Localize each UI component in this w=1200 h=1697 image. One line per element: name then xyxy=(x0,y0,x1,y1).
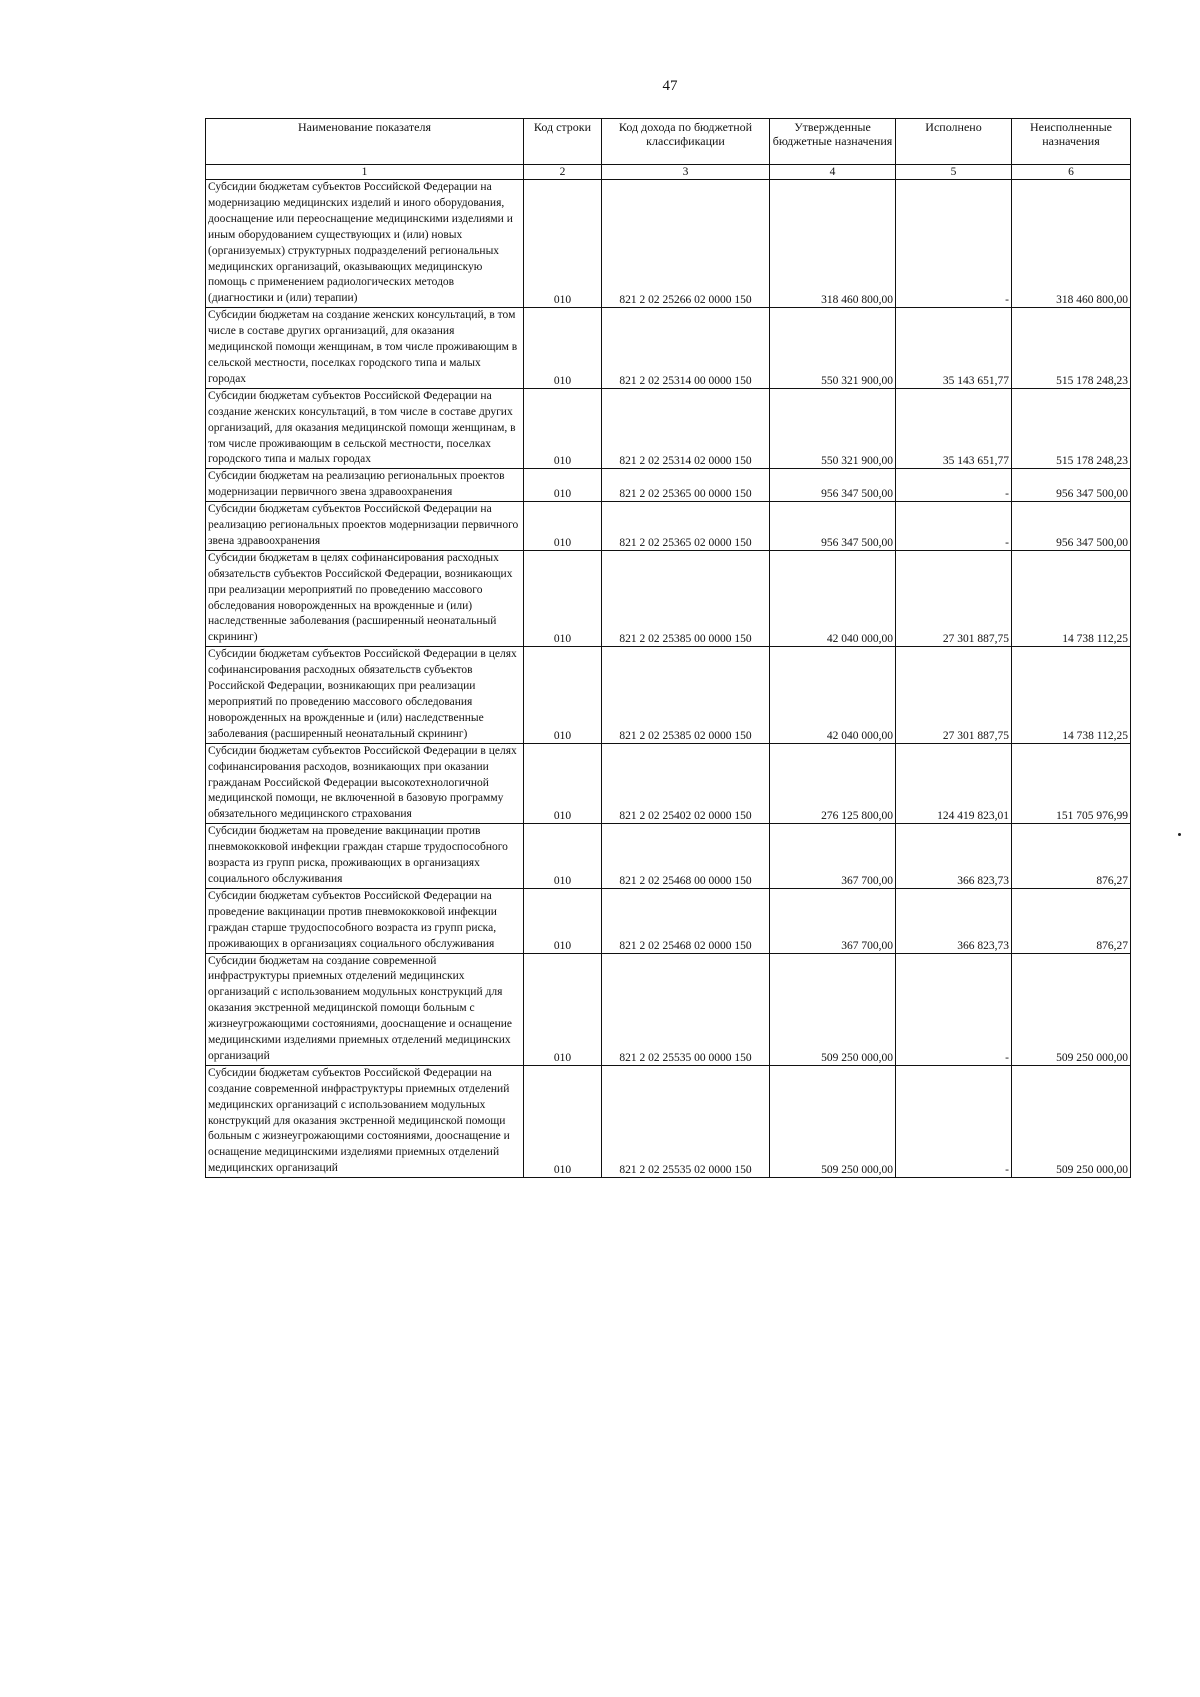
indicator-name: Субсидии бюджетам субъектов Российской Федерации на реализацию региональных проектов модернизации первичного звена здравоохранения xyxy=(206,502,524,551)
unexecuted-amount: 876,27 xyxy=(1012,824,1131,889)
executed-amount: - xyxy=(896,953,1012,1065)
header-executed: Исполнено xyxy=(896,119,1012,165)
approved-amount: 550 321 900,00 xyxy=(770,388,896,469)
budget-code: 821 2 02 25535 02 0000 150 xyxy=(602,1065,770,1177)
budget-code: 821 2 02 25385 02 0000 150 xyxy=(602,647,770,743)
approved-amount: 509 250 000,00 xyxy=(770,1065,896,1177)
page-number: 47 xyxy=(662,78,678,94)
executed-amount: - xyxy=(896,1065,1012,1177)
budget-code: 821 2 02 25365 02 0000 150 xyxy=(602,502,770,551)
approved-amount: 42 040 000,00 xyxy=(770,647,896,743)
unexecuted-amount: 14 738 112,25 xyxy=(1012,550,1131,646)
budget-code: 821 2 02 25266 02 0000 150 xyxy=(602,180,770,308)
approved-amount: 550 321 900,00 xyxy=(770,308,896,389)
unexecuted-amount: 509 250 000,00 xyxy=(1012,1065,1131,1177)
budget-code: 821 2 02 25314 00 0000 150 xyxy=(602,308,770,389)
indicator-name: Субсидии бюджетам субъектов Российской Федерации в целях софинансирования расходных обязательств субъектов Российской Федерации, возникающих при реализации мероприятий по проведению массового обследования новорожденных на врожденные и (или) наследственные заболевания (расширенный неонатальный скрининг) xyxy=(206,647,524,743)
unexecuted-amount: 151 705 976,99 xyxy=(1012,743,1131,824)
budget-code: 821 2 02 25535 00 0000 150 xyxy=(602,953,770,1065)
executed-amount: 27 301 887,75 xyxy=(896,647,1012,743)
table-row xyxy=(206,743,1131,824)
column-number: 3 xyxy=(602,165,770,180)
executed-amount: 124 419 823,01 xyxy=(896,743,1012,824)
line-code: 010 xyxy=(524,953,602,1065)
budget-code: 821 2 02 25365 00 0000 150 xyxy=(602,469,770,502)
table-row xyxy=(206,550,1131,646)
unexecuted-amount: 956 347 500,00 xyxy=(1012,469,1131,502)
line-code: 010 xyxy=(524,469,602,502)
approved-amount: 956 347 500,00 xyxy=(770,502,896,551)
executed-amount: 35 143 651,77 xyxy=(896,308,1012,389)
table-row xyxy=(206,888,1131,953)
indicator-name: Субсидии бюджетам на создание женских консультаций, в том числе в составе других организаций, для оказания медицинской помощи женщинам, в том числе проживающим в сельской местности, поселках городского типа и малых городах xyxy=(206,308,524,389)
header-budget-classification-code: Код дохода по бюджетной классификации xyxy=(602,119,770,165)
unexecuted-amount: 515 178 248,23 xyxy=(1012,308,1131,389)
executed-amount: 27 301 887,75 xyxy=(896,550,1012,646)
indicator-name: Субсидии бюджетам на создание современной инфраструктуры приемных отделений медицинских организаций с использованием модульных конструкций для оказания экстренной медицинской помощи больным с жизнеугрожающими состояниями, дооснащение и оснащение медицинскими изделиями приемных отделений медицинских организаций xyxy=(206,953,524,1065)
unexecuted-amount: 876,27 xyxy=(1012,888,1131,953)
indicator-name: Субсидии бюджетам субъектов Российской Федерации на создание современной инфраструктуры приемных отделений медицинских организаций с использованием модульных конструкций для оказания экстренной медицинской помощи больным с жизнеугрожающими состояниями, дооснащение и оснащение медицинскими изделиями приемных отделений медицинских организаций xyxy=(206,1065,524,1177)
indicator-name: Субсидии бюджетам субъектов Российской Федерации на модернизацию медицинских изделий и иного оборудования, дооснащение или переоснащение медицинскими изделиями и иным оборудованием существующих и (или) новых (организуемых) структурных подразделений региональных медицинских организаций, оказывающих медицинскую помощь с применением радиологических методов (диагностики и (или) терапии) xyxy=(206,180,524,308)
budget-execution-table xyxy=(205,118,1131,1178)
executed-amount: - xyxy=(896,180,1012,308)
header-approved: Утвержденные бюджетные назначения xyxy=(770,119,896,165)
line-code: 010 xyxy=(524,647,602,743)
column-number: 4 xyxy=(770,165,896,180)
scan-speck xyxy=(1178,833,1181,836)
budget-code: 821 2 02 25385 00 0000 150 xyxy=(602,550,770,646)
table-row xyxy=(206,953,1131,1065)
indicator-name: Субсидии бюджетам субъектов Российской Федерации в целях софинансирования расходов, возникающих при оказании гражданам Российской Федерации высокотехнологичной медицинской помощи, не включенной в базовую программу обязательного медицинского страхования xyxy=(206,743,524,824)
unexecuted-amount: 515 178 248,23 xyxy=(1012,388,1131,469)
executed-amount: 35 143 651,77 xyxy=(896,388,1012,469)
unexecuted-amount: 14 738 112,25 xyxy=(1012,647,1131,743)
line-code: 010 xyxy=(524,550,602,646)
executed-amount: 366 823,73 xyxy=(896,888,1012,953)
table-row xyxy=(206,469,1131,502)
table-row xyxy=(206,824,1131,889)
approved-amount: 318 460 800,00 xyxy=(770,180,896,308)
line-code: 010 xyxy=(524,743,602,824)
indicator-name: Субсидии бюджетам субъектов Российской Федерации на создание женских консультаций, в том числе в составе других организаций, для оказания медицинской помощи женщинам, в том числе проживающим в сельской местности, поселках городского типа и малых городах xyxy=(206,388,524,469)
header-line-code: Код строки xyxy=(524,119,602,165)
header-indicator-name: Наименование показателя xyxy=(206,119,524,165)
table-row xyxy=(206,647,1131,743)
executed-amount: - xyxy=(896,469,1012,502)
executed-amount: - xyxy=(896,502,1012,551)
indicator-name: Субсидии бюджетам на реализацию региональных проектов модернизации первичного звена здравоохранения xyxy=(206,469,524,502)
approved-amount: 367 700,00 xyxy=(770,824,896,889)
table-row xyxy=(206,180,1131,308)
approved-amount: 956 347 500,00 xyxy=(770,469,896,502)
table-row xyxy=(206,308,1131,389)
indicator-name: Субсидии бюджетам на проведение вакцинации против пневмококковой инфекции граждан старше трудоспособного возраста из групп риска, проживающих в организациях социального обслуживания xyxy=(206,824,524,889)
table-row xyxy=(206,1065,1131,1177)
unexecuted-amount: 509 250 000,00 xyxy=(1012,953,1131,1065)
line-code: 010 xyxy=(524,388,602,469)
column-number: 5 xyxy=(896,165,1012,180)
line-code: 010 xyxy=(524,1065,602,1177)
line-code: 010 xyxy=(524,502,602,551)
approved-amount: 367 700,00 xyxy=(770,888,896,953)
header-unexecuted: Неисполненные назначения xyxy=(1012,119,1131,165)
budget-code: 821 2 02 25402 02 0000 150 xyxy=(602,743,770,824)
approved-amount: 276 125 800,00 xyxy=(770,743,896,824)
column-number: 6 xyxy=(1012,165,1131,180)
line-code: 010 xyxy=(524,180,602,308)
column-number: 2 xyxy=(524,165,602,180)
table-row xyxy=(206,388,1131,469)
line-code: 010 xyxy=(524,824,602,889)
unexecuted-amount: 318 460 800,00 xyxy=(1012,180,1131,308)
budget-code: 821 2 02 25314 02 0000 150 xyxy=(602,388,770,469)
header-row xyxy=(206,119,1131,165)
budget-code: 821 2 02 25468 02 0000 150 xyxy=(602,888,770,953)
column-number: 1 xyxy=(206,165,524,180)
line-code: 010 xyxy=(524,308,602,389)
approved-amount: 42 040 000,00 xyxy=(770,550,896,646)
column-number-row xyxy=(206,165,1131,180)
line-code: 010 xyxy=(524,888,602,953)
budget-code: 821 2 02 25468 00 0000 150 xyxy=(602,824,770,889)
approved-amount: 509 250 000,00 xyxy=(770,953,896,1065)
unexecuted-amount: 956 347 500,00 xyxy=(1012,502,1131,551)
indicator-name: Субсидии бюджетам в целях софинансирования расходных обязательств субъектов Российской Федерации, возникающих при реализации мероприятий по проведению массового обследования новорожденных на врожденные и (или) наследственные заболевания (расширенный неонатальный скрининг) xyxy=(206,550,524,646)
executed-amount: 366 823,73 xyxy=(896,824,1012,889)
table-row xyxy=(206,502,1131,551)
indicator-name: Субсидии бюджетам субъектов Российской Федерации на проведение вакцинации против пневмококковой инфекции граждан старше трудоспособного возраста из групп риска, проживающих в организациях социального обслуживания xyxy=(206,888,524,953)
